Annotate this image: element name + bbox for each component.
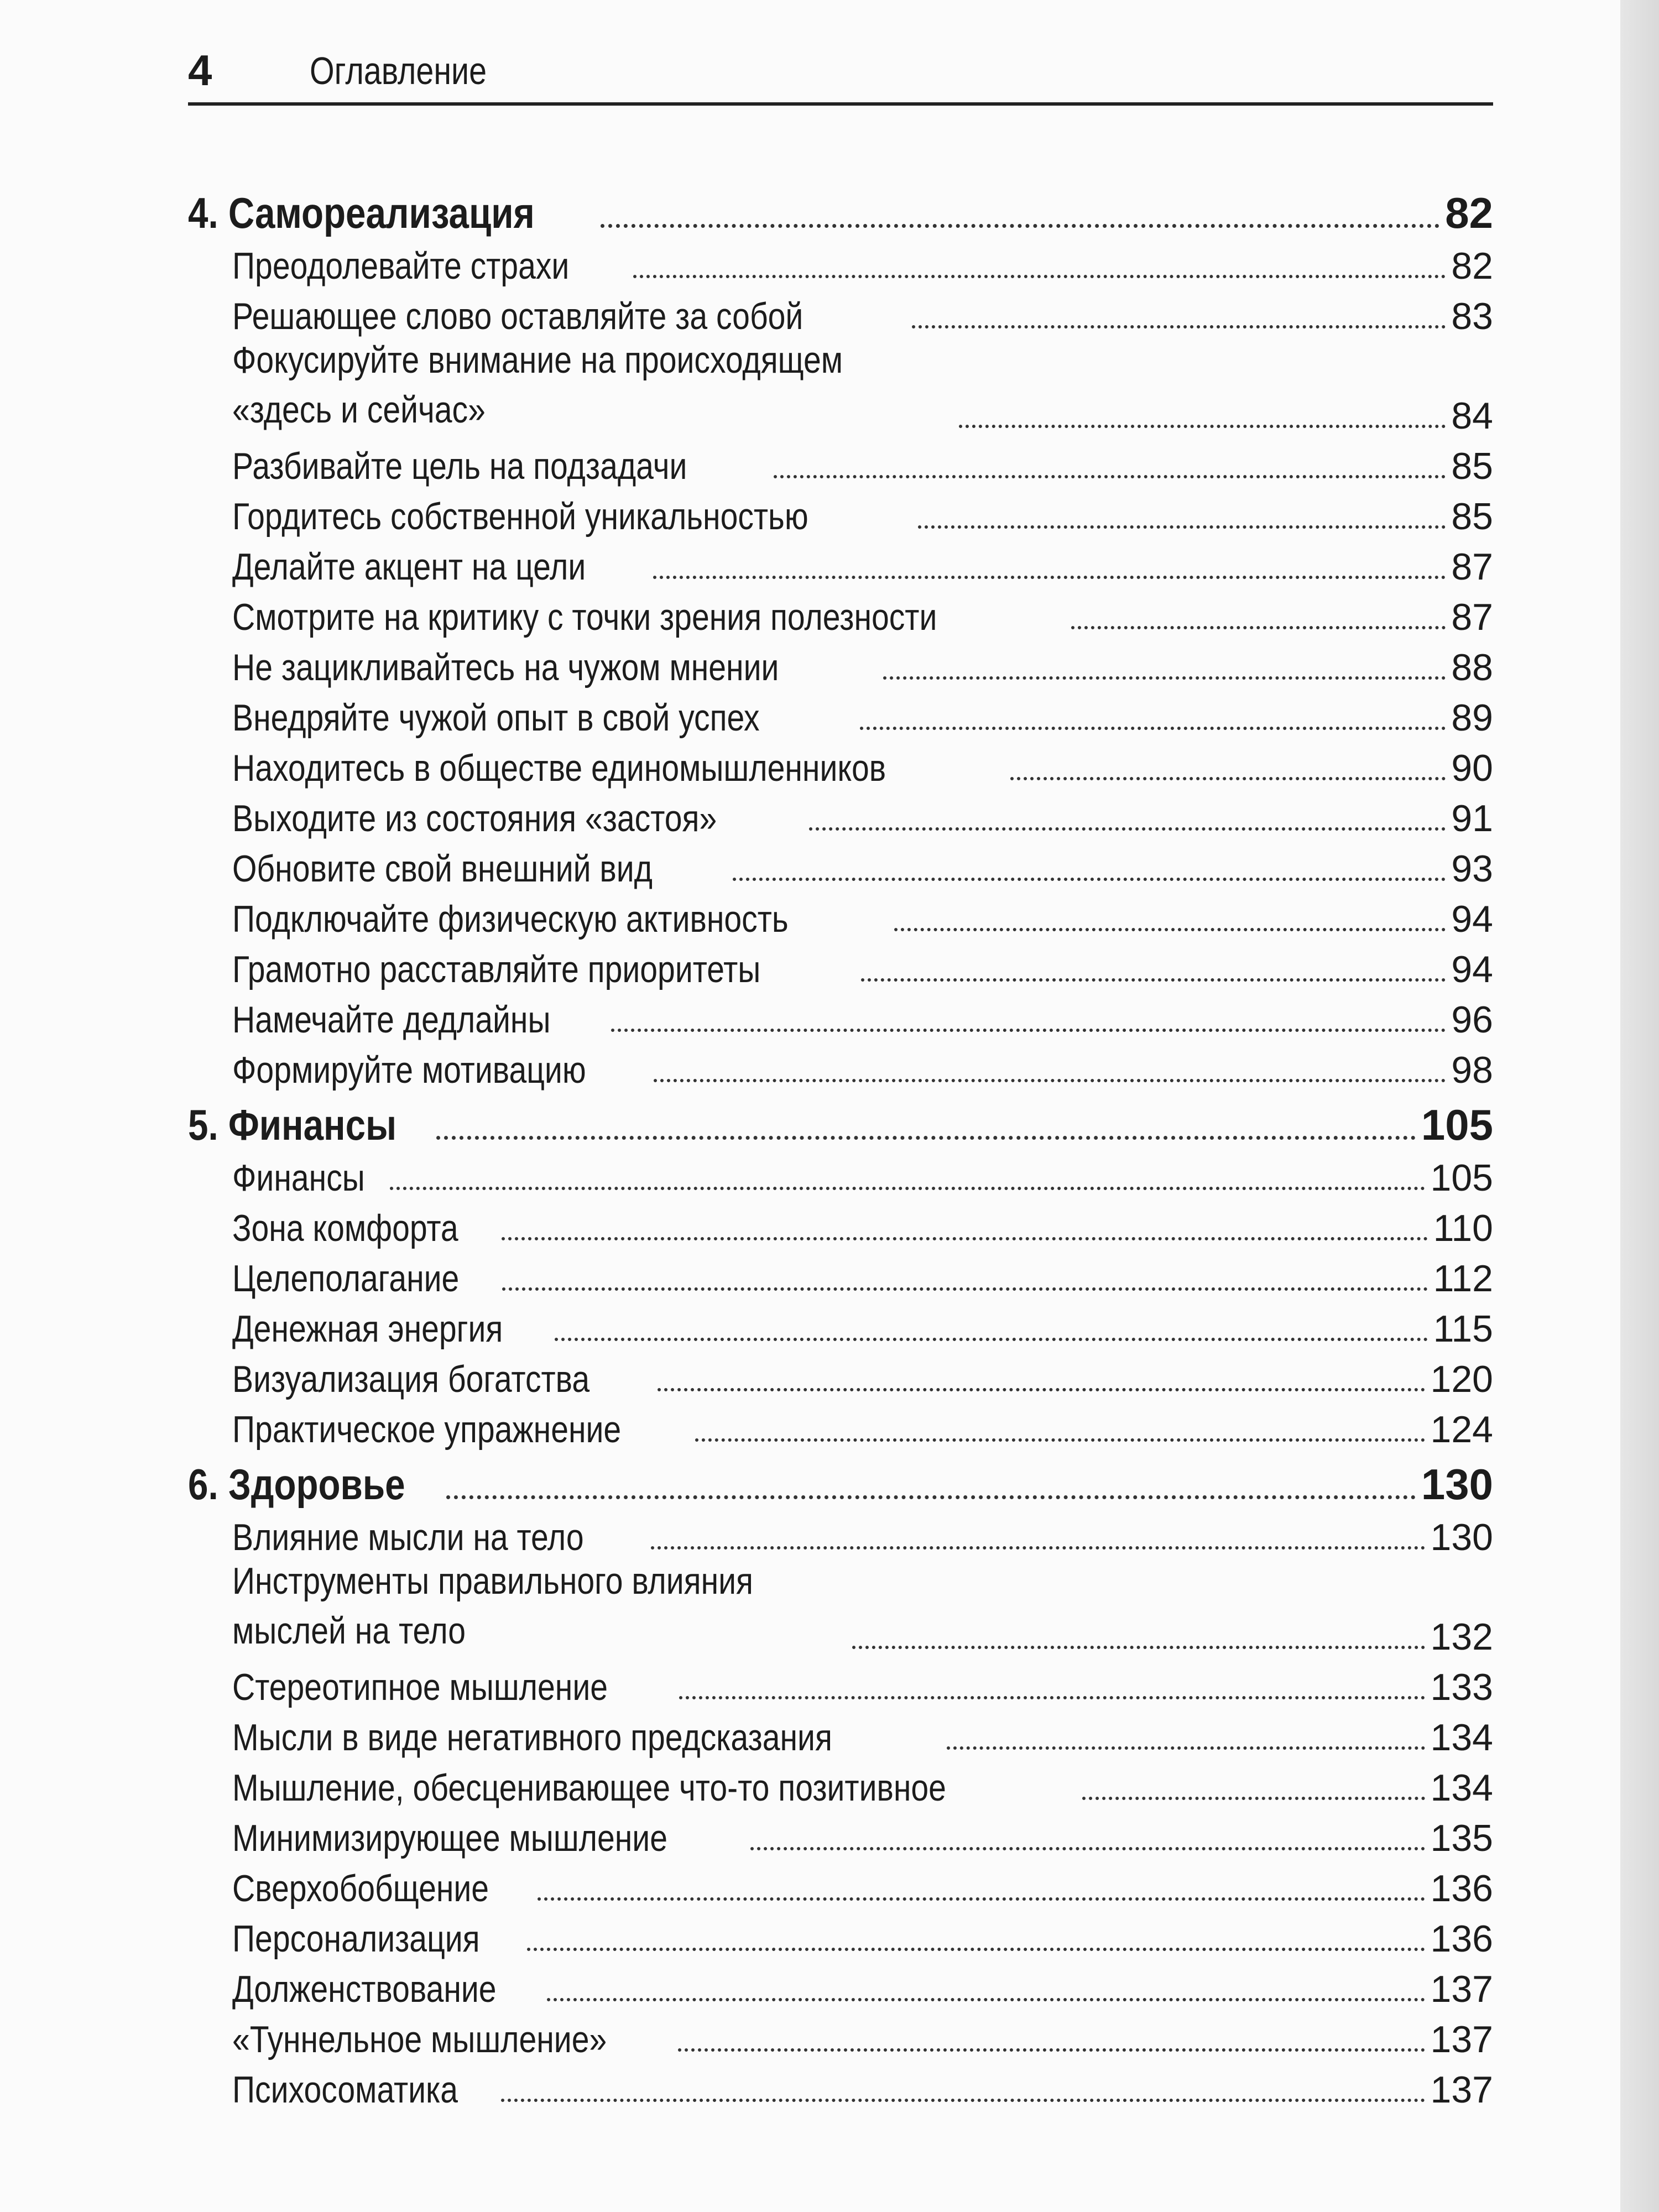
toc-item-label: Разбивайте цель на подзадачи	[232, 445, 687, 487]
page-ref: 83	[1451, 295, 1493, 337]
page-ref: 132	[1430, 1616, 1493, 1658]
toc-item-label: Подключайте физическую активность	[232, 898, 789, 940]
toc-item[interactable]	[188, 1506, 1493, 1556]
running-title: Оглавление	[310, 49, 487, 92]
toc-item[interactable]	[188, 1656, 1493, 1706]
toc-item-label-line-2: мыслей на тело	[232, 1610, 466, 1652]
page-ref: 105	[1421, 1100, 1493, 1149]
toc-item-label: Целеполагание	[232, 1258, 460, 1300]
toc-item[interactable]	[188, 1247, 1493, 1300]
toc-item-label-line-1: Инструменты правильного влияния	[232, 1560, 753, 1602]
toc-item-label: Смотрите на критику с точки зрения полезности	[232, 596, 937, 638]
dot-leader	[679, 1696, 1425, 1699]
toc-item-label: Делайте акцент на цели	[232, 546, 586, 588]
dot-leader	[653, 576, 1446, 579]
page-ref: 93	[1451, 848, 1493, 890]
toc-item-label: «Туннельное мышление»	[232, 2018, 607, 2060]
page-ref: 94	[1451, 898, 1493, 940]
toc-item-label: Формируйте мотивацию	[232, 1049, 586, 1091]
toc-item[interactable]	[188, 535, 1493, 586]
dot-leader	[651, 1546, 1425, 1550]
toc-section[interactable]	[188, 1453, 1493, 1509]
toc-item-label: Влияние мысли на тело	[232, 1516, 584, 1558]
page-ref: 112	[1433, 1258, 1493, 1300]
dot-leader	[852, 1646, 1425, 1649]
page-ref: 137	[1430, 2069, 1493, 2111]
dot-leader	[538, 1897, 1425, 1901]
toc-item[interactable]	[188, 285, 1493, 335]
toc-item[interactable]	[188, 1297, 1493, 1348]
table-of-contents	[188, 177, 1493, 2109]
dot-leader	[501, 2099, 1425, 2102]
page-ref: 124	[1430, 1408, 1493, 1451]
page-ref: 88	[1451, 646, 1493, 688]
dot-leader	[774, 475, 1446, 478]
dot-leader	[601, 224, 1439, 228]
page-ref: 96	[1451, 999, 1493, 1041]
toc-item[interactable]	[188, 1958, 1493, 2008]
page-ref: 134	[1430, 1767, 1493, 1809]
toc-item[interactable]	[188, 888, 1493, 938]
page-ref: 130	[1421, 1460, 1493, 1509]
toc-item[interactable]	[188, 1857, 1493, 1910]
toc-item-label: Внедряйте чужой опыт в свой успех	[232, 697, 760, 739]
toc-item[interactable]	[188, 686, 1493, 737]
toc-item[interactable]	[188, 234, 1493, 285]
toc-item-label-line-2: «здесь и сейчас»	[232, 389, 486, 431]
toc-section[interactable]	[188, 181, 1493, 237]
dot-leader	[555, 1338, 1428, 1341]
toc-item-label: Грамотно расставляйте приоритеты	[232, 948, 761, 990]
toc-item[interactable]	[188, 2058, 1493, 2109]
dot-leader	[947, 1746, 1425, 1750]
toc-item[interactable]	[188, 485, 1493, 538]
toc-item[interactable]	[188, 1907, 1493, 1958]
toc-item[interactable]	[188, 2008, 1493, 2058]
toc-item[interactable]	[188, 988, 1493, 1039]
toc-section-label: 5. Финансы	[188, 1100, 397, 1149]
page-ref: 82	[1445, 189, 1493, 237]
dot-leader	[695, 1438, 1425, 1442]
toc-item[interactable]	[188, 938, 1493, 988]
dot-leader	[654, 1079, 1446, 1082]
page-ref: 87	[1451, 546, 1493, 588]
dot-leader	[861, 978, 1446, 982]
dot-leader	[1082, 1797, 1425, 1800]
dot-leader	[1071, 626, 1446, 629]
dot-leader	[1010, 777, 1446, 780]
page-ref: 120	[1430, 1358, 1493, 1400]
toc-item[interactable]	[188, 1197, 1493, 1247]
toc-item[interactable]	[188, 1807, 1493, 1857]
page-ref: 85	[1451, 495, 1493, 538]
toc-item[interactable]	[188, 837, 1493, 888]
page-ref: 85	[1451, 445, 1493, 487]
page-ref: 133	[1430, 1666, 1493, 1708]
toc-section-label: 4. Самореализация	[188, 189, 535, 237]
toc-item-label: Финансы	[232, 1157, 365, 1199]
page-ref: 110	[1433, 1207, 1493, 1249]
toc-section-label: 6. Здоровье	[188, 1460, 405, 1509]
page-ref: 115	[1433, 1308, 1493, 1350]
running-head	[188, 39, 1493, 106]
page-ref: 136	[1430, 1918, 1493, 1960]
toc-item-label: Обновите свой внешний вид	[232, 848, 653, 890]
dot-leader	[733, 878, 1446, 881]
toc-item[interactable]	[188, 1039, 1493, 1089]
toc-item-label: Психосоматика	[232, 2069, 458, 2111]
toc-item-label	[232, 335, 843, 435]
dot-leader	[436, 1136, 1416, 1140]
dot-leader	[959, 425, 1446, 428]
dot-leader	[860, 727, 1446, 730]
toc-item-label: Мышление, обесценивающее что-то позитивное	[232, 1767, 946, 1809]
dot-leader	[547, 1998, 1425, 2001]
page-ref: 94	[1451, 948, 1493, 990]
toc-item-label: Денежная энергия	[232, 1308, 503, 1350]
toc-item-label: Гордитесь собственной уникальностью	[232, 495, 808, 538]
toc-item-label: Решающее слово оставляйте за собой	[232, 295, 804, 337]
toc-item-label: Мысли в виде негативного предсказания	[232, 1717, 832, 1759]
toc-item-label: Намечайте дедлайны	[232, 999, 551, 1041]
page-ref: 137	[1430, 1968, 1493, 2010]
toc-item[interactable]	[188, 737, 1493, 787]
page-ref: 82	[1451, 245, 1493, 287]
toc-item-label: Зона комфорта	[232, 1207, 458, 1249]
toc-item-label: Выходите из состояния «застоя»	[232, 797, 717, 839]
dot-leader	[750, 1847, 1425, 1850]
toc-section[interactable]	[188, 1093, 1493, 1149]
toc-item-label: Не зацикливайтесь на чужом мнении	[232, 646, 779, 688]
toc-item-label: Практическое упражнение	[232, 1408, 622, 1451]
toc-item-label: Персонализация	[232, 1918, 480, 1960]
toc-item[interactable]	[188, 1556, 1493, 1656]
dot-leader	[678, 2048, 1425, 2052]
dot-leader	[527, 1948, 1425, 1951]
dot-leader	[633, 275, 1446, 278]
toc-item[interactable]	[188, 787, 1493, 837]
dot-leader	[502, 1237, 1428, 1240]
dot-leader	[918, 525, 1446, 529]
page-number: 4	[188, 46, 213, 95]
dot-leader	[390, 1187, 1425, 1190]
toc-item-label	[232, 1556, 753, 1656]
dot-leader	[658, 1388, 1425, 1391]
toc-item[interactable]	[188, 586, 1493, 636]
toc-item[interactable]	[188, 1756, 1493, 1807]
page-edge	[1620, 0, 1659, 2212]
toc-item-label: Сверхобобщение	[232, 1867, 489, 1910]
dot-leader	[446, 1495, 1416, 1499]
page-ref: 134	[1430, 1717, 1493, 1759]
toc-item[interactable]	[188, 1706, 1493, 1759]
page-ref: 105	[1430, 1157, 1493, 1199]
toc-item-label: Стереотипное мышление	[232, 1666, 608, 1708]
dot-leader	[809, 827, 1446, 831]
dot-leader	[894, 928, 1446, 931]
toc-item-label: Долженствование	[232, 1968, 497, 2010]
page-ref: 90	[1451, 747, 1493, 789]
toc-item-label: Преодолевайте страхи	[232, 245, 570, 287]
dot-leader	[502, 1287, 1427, 1291]
toc-item[interactable]	[188, 1146, 1493, 1197]
page-ref: 98	[1451, 1049, 1493, 1091]
page-ref: 89	[1451, 697, 1493, 739]
page-ref: 137	[1430, 2018, 1493, 2060]
toc-item-label: Находитесь в обществе единомышленников	[232, 747, 886, 789]
page-ref: 136	[1430, 1867, 1493, 1910]
toc-item[interactable]	[188, 1348, 1493, 1398]
toc-item-label: Визуализация богатства	[232, 1358, 590, 1400]
toc-item[interactable]	[188, 1398, 1493, 1451]
page-ref: 91	[1451, 797, 1493, 839]
dot-leader	[883, 676, 1446, 680]
dot-leader	[912, 325, 1446, 328]
toc-item[interactable]	[188, 636, 1493, 686]
page-ref: 135	[1430, 1817, 1493, 1859]
toc-item-label: Минимизирующее мышление	[232, 1817, 667, 1859]
toc-item[interactable]	[188, 335, 1493, 435]
toc-item-label-line-1: Фокусируйте внимание на происходящем	[232, 339, 843, 381]
page-ref: 87	[1451, 596, 1493, 638]
page-ref: 84	[1451, 395, 1493, 437]
page-ref: 130	[1430, 1516, 1493, 1558]
dot-leader	[611, 1029, 1446, 1032]
toc-item[interactable]	[188, 435, 1493, 485]
